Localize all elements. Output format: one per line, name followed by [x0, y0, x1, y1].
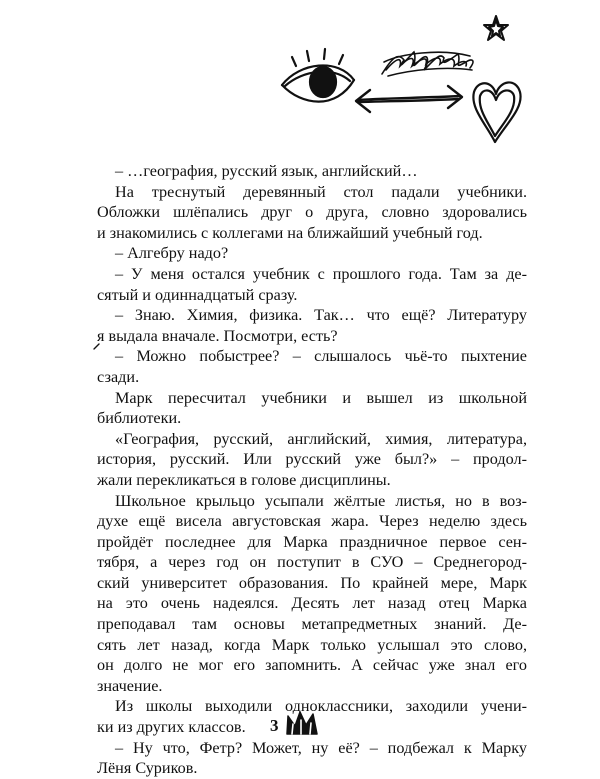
- text-line: ки из других классов.: [97, 718, 246, 737]
- text-line: он долго не мог его запомнить. А сейчас уже знал его: [97, 656, 527, 675]
- text-line: – Знаю. Химия, физика. Так… что ещё? Литературу: [115, 306, 527, 325]
- text-line: – Можно побыстрее? – слышалось чьё-то пыхтение: [115, 347, 527, 366]
- page-footer: [270, 706, 350, 736]
- header-doodles: [0, 0, 600, 150]
- text-line: значение.: [97, 676, 163, 695]
- text-line: Из школы выходили одноклассники, заходили учени-: [115, 697, 527, 716]
- text-line: – …география, русский язык, английский…: [115, 162, 418, 180]
- star-doodle-icon: [484, 16, 508, 40]
- text-line: Марк пересчитал учебники и вышел из школьной: [115, 388, 527, 407]
- heart-doodle-icon: [473, 82, 520, 142]
- text-line: ский университет образования. По крайней мере, Марк: [97, 573, 527, 592]
- text-line: Школьное крыльцо усыпали жёлтые листья, но в воз-: [115, 491, 527, 510]
- scribble-doodle-icon: [382, 52, 473, 76]
- text-line: Обложки шлёпались друг о друга, словно здоровались: [97, 203, 527, 222]
- text-line: преподавал там основы метапредметных знаний. Де-: [97, 615, 527, 634]
- text-line: библиотеки.: [97, 409, 182, 428]
- double-arrow-doodle-icon: [356, 86, 462, 112]
- text-line: – У меня остался учебник с прошлого года. Там за де-: [115, 264, 527, 283]
- text-line: Лёня Суриков.: [97, 759, 198, 778]
- text-line: – Алгебру надо?: [115, 244, 229, 263]
- text-line: сятый и одиннадцатый сразу.: [97, 285, 298, 304]
- text-line: духе ещё висела августовская жара. Через неделю здесь: [97, 512, 527, 531]
- text-line: На треснутый деревянный стол падали учебники.: [115, 182, 527, 201]
- page-number: 3: [270, 716, 279, 735]
- text-line: – Ну что, Фетр? Может, ну её? – подбежал к Марку: [115, 738, 527, 757]
- page-body-text: [97, 161, 527, 779]
- text-line: «География, русский, английский, химия, литература,: [115, 429, 527, 448]
- text-line: тября, а через год он поступит в СУО – Среднегород-: [97, 553, 527, 572]
- text-line: и знакомились с коллегами на ближайший учебный год.: [97, 223, 483, 242]
- eye-doodle-icon: [282, 49, 354, 102]
- text-line: жали перекликаться в голове дисциплины.: [97, 470, 391, 489]
- text-line: сять лет назад, когда Марк только услышал это слово,: [97, 635, 527, 654]
- crown-icon: [285, 710, 319, 736]
- text-line: пройдёт последнее для Марка праздничное первое сен-: [97, 532, 527, 551]
- text-line: история, русский. Или русский уже был?» – продол-: [97, 450, 527, 469]
- text-line: я выдала вначале. Посмотри, есть?: [97, 326, 338, 345]
- text-line: на это очень надеялся. Десять лет назад отец Марка: [97, 594, 527, 613]
- text-line: сзади.: [97, 367, 140, 386]
